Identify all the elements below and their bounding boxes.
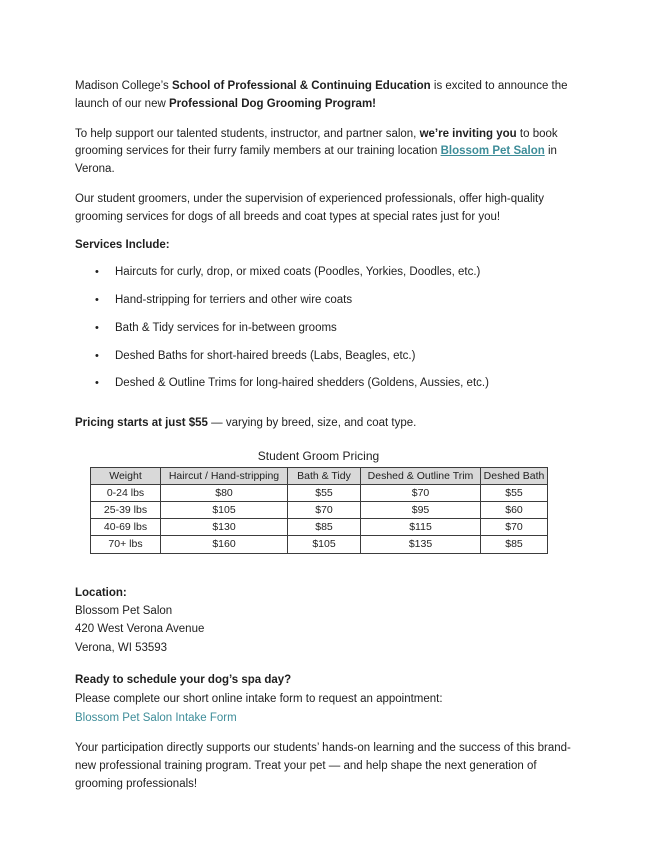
table-cell: 40-69 lbs xyxy=(91,519,161,536)
table-cell: $160 xyxy=(161,536,288,553)
table-cell: $70 xyxy=(288,502,361,519)
table-cell: $135 xyxy=(361,536,481,553)
pricing-lead-paragraph xyxy=(75,415,575,433)
column-header-deshed-trim: Deshed & Outline Trim xyxy=(361,468,481,485)
service-item-text: Hand-stripping for terriers and other wire coats xyxy=(115,293,353,306)
services-list xyxy=(95,265,575,392)
pricing-table xyxy=(90,467,548,553)
text-run: is excited to announce the launch of our new xyxy=(75,80,568,110)
text-run: To help support our talented students, instructor, and partner salon, xyxy=(75,127,420,140)
bold-run-pricing: Pricing starts at just $55 xyxy=(75,417,208,430)
table-cell: $105 xyxy=(288,536,361,553)
table-cell: 25-39 lbs xyxy=(91,502,161,519)
table-cell: $60 xyxy=(481,502,548,519)
table-cell: $55 xyxy=(481,485,548,502)
column-header-haircut: Haircut / Hand-stripping xyxy=(161,468,288,485)
table-row xyxy=(91,485,548,502)
table-header-row xyxy=(91,468,548,485)
intro-paragraph-2 xyxy=(75,126,575,179)
text-run: in Verona. xyxy=(75,145,557,176)
bold-run-inviting: we’re inviting you xyxy=(419,127,517,140)
column-header-bath-tidy: Bath & Tidy xyxy=(288,468,361,485)
table-cell: $85 xyxy=(288,519,361,536)
location-line-street: 420 West Verona Avenue xyxy=(75,623,205,636)
location-line-city: Verona, WI 53593 xyxy=(75,641,168,654)
table-cell: $115 xyxy=(361,519,481,536)
table-cell: 0-24 lbs xyxy=(91,485,161,502)
table-cell: $70 xyxy=(361,485,481,502)
bullet-icon: • xyxy=(95,265,99,278)
location-section xyxy=(75,584,575,658)
location-line-salon-name: Blossom Pet Salon xyxy=(75,604,173,617)
intro-paragraph-1 xyxy=(75,78,575,114)
table-cell: 70+ lbs xyxy=(91,536,161,553)
table-cell: $130 xyxy=(161,519,288,536)
text-run: Madison College’s xyxy=(75,80,172,92)
table-cell: $95 xyxy=(361,502,481,519)
pricing-table-title: Student Groom Pricing xyxy=(257,449,380,464)
bullet-icon: • xyxy=(95,377,99,390)
table-row xyxy=(91,536,548,553)
bullet-icon: • xyxy=(95,321,99,334)
column-header-weight: Weight xyxy=(91,468,161,485)
intake-form-link[interactable]: Blossom Pet Salon Intake Form xyxy=(75,712,237,724)
blossom-pet-salon-link[interactable]: Blossom Pet Salon xyxy=(440,145,545,158)
cta-body-text: Please complete our short online intake form to request an appointment: xyxy=(75,693,443,706)
service-list-item xyxy=(95,376,575,391)
pricing-table-section xyxy=(90,449,547,553)
text-run: — varying by breed, size, and coat type. xyxy=(207,417,417,430)
bullet-icon: • xyxy=(95,349,99,362)
service-list-item xyxy=(95,321,575,336)
table-row xyxy=(91,519,548,536)
service-item-text: Deshed & Outline Trims for long-haired shedders (Goldens, Aussies, etc.) xyxy=(115,377,489,390)
table-cell: $55 xyxy=(288,485,361,502)
service-item-text: Deshed Baths for short-haired breeds (Labs, Beagles, etc.) xyxy=(115,349,416,362)
table-cell: $70 xyxy=(481,519,548,536)
table-row xyxy=(91,502,548,519)
service-list-item xyxy=(95,293,575,308)
services-heading: Services Include: xyxy=(75,238,170,251)
service-item-text: Bath & Tidy services for in-between grooms xyxy=(115,321,337,334)
cta-section xyxy=(75,671,575,728)
service-list-item xyxy=(95,265,575,280)
location-heading: Location: xyxy=(75,586,127,599)
intro-paragraph-3: Our student groomers, under the supervision of experienced professionals, offer high-quality grooming services for dogs of all breeds and coat types at special rates just for you! xyxy=(75,193,544,223)
bold-run-school-name: School of Professional & Continuing Education xyxy=(171,80,431,92)
service-list-item xyxy=(95,349,575,364)
table-cell: $105 xyxy=(161,502,288,519)
table-cell: $80 xyxy=(161,485,288,502)
cta-heading: Ready to schedule your dog’s spa day? xyxy=(75,674,292,687)
column-header-deshed-bath: Deshed Bath xyxy=(481,468,548,485)
table-cell: $85 xyxy=(481,536,548,553)
bold-run-program-name: Professional Dog Grooming Program! xyxy=(168,97,377,110)
service-item-text: Haircuts for curly, drop, or mixed coats (Poodles, Yorkies, Doodles, etc.) xyxy=(115,265,481,278)
bullet-icon: • xyxy=(95,293,99,306)
closing-paragraph: Your participation directly supports our students’ hands-on learning and the success of this brand-new professional training program. Treat your pet — and help shape the next generation of grooming professionals! xyxy=(75,741,571,790)
text-run: to book grooming services for their furry family members at our training location xyxy=(75,127,558,158)
